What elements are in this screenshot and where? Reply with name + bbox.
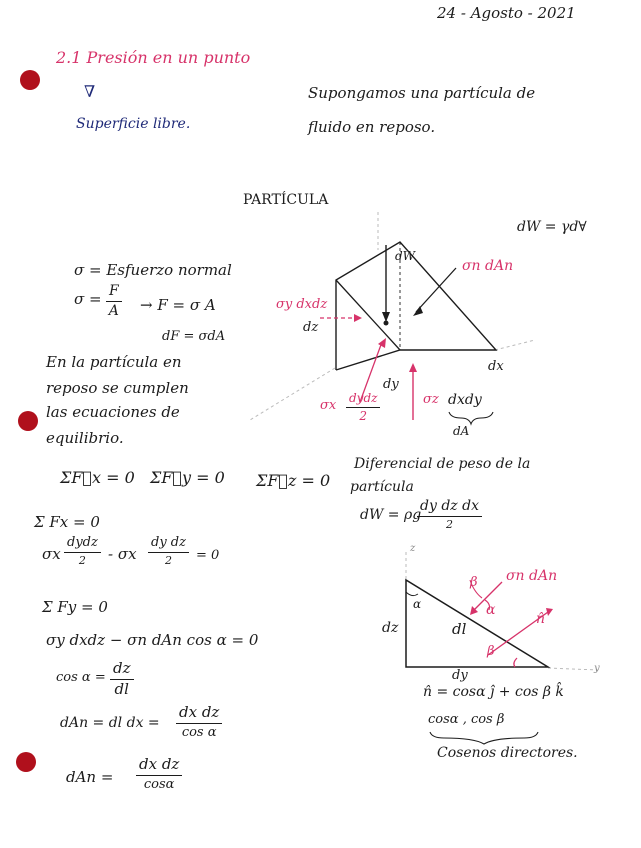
fy-head: Σ Fy = 0 [42,598,108,616]
weight-line-1: Diferencial de peso de la [354,456,531,472]
dx-label: dx [488,359,504,374]
triangle-dz: dz [382,620,399,636]
dan-1-num: dx dz [176,705,222,724]
sigma-x-den: 2 [359,408,368,423]
cos-lhs: cos α = [56,670,106,685]
dy-label: dy [383,377,399,392]
sum-fx-vector: ΣF⃗x = 0 [60,468,135,487]
alpha-corner: α [413,597,422,611]
fx-num-1: dydz [64,536,101,553]
fx-minus: - σx [108,545,137,563]
free-surface-label: Superficie libre. [76,116,191,132]
equilibrium-line-3: las ecuaciones de [46,403,180,421]
equilibrium-line-2: reposo se cumplen [46,379,189,397]
cos-den: dl [114,679,129,698]
intro-line-1: Supongamos una partícula de [308,84,536,102]
triangle-y-axis: y [594,663,600,674]
free-surface-symbol: ∇ [84,82,96,101]
fx-num-2: dy dz [148,536,189,553]
equilibrium-line-4: equilibrio. [46,429,124,447]
sigma-z-expr: dxdy [448,392,482,408]
df-result: dF = σdA [162,329,226,344]
date: 24 - Agosto - 2021 [437,4,576,22]
dan-2-den: cosα [143,776,175,792]
sum-fz-vector: ΣF⃗z = 0 [256,471,331,490]
dan-1-fraction [176,705,222,739]
n-hat-equation: n̂ = cosα ĵ + cos β k̂ [423,684,564,700]
sigma-x-num: dydz [346,392,380,408]
sigma-z-label: σz [423,392,439,407]
dan-1-lhs: dAn = dl dx = [60,715,160,731]
sigma-lhs: σ = [74,290,102,308]
cos-fraction [110,661,134,698]
cos-num: dz [110,661,134,680]
sum-fy-vector: ΣF⃗y = 0 [150,468,225,487]
fx-den-1: 2 [78,553,86,567]
weight-line-2: partícula [350,479,414,495]
fx-den-2: 2 [164,553,172,567]
director-cosines: cosα , cos β [428,712,505,727]
dw-label: dW [395,249,416,263]
force-result: → F = σ A [140,296,216,314]
triangle-z-axis: z [410,543,416,554]
alpha-top: α [486,602,496,618]
dA-label: dA [453,424,470,438]
a-den: A [108,302,119,319]
sigma-x-label: σx [320,398,337,413]
weight-fraction [417,499,482,530]
particle-title: PARTÍCULA [243,192,329,208]
sigma-y-label: σy dxdz [276,297,328,312]
f-num: F [106,284,122,302]
triangle-dl: dl [452,620,467,638]
intro-line-2: fluido en reposo. [308,118,436,136]
fx-sigma-1: σx [42,545,61,563]
dan-1-den: cos α [181,724,217,740]
dz-label: dz [303,320,319,335]
n-hat-label: n̂ [536,611,546,627]
sigma-n-lower-label: σn dAn [506,568,558,584]
triangle-beta: β [487,644,495,659]
director-cosines-label: Cosenos directores. [437,745,578,761]
sigma-definition: σ = Esfuerzo normal [74,261,232,279]
fx-head: Σ Fx = 0 [34,513,100,531]
fx-frac-2 [148,536,189,566]
f-over-a [106,284,122,318]
triangle-dy: dy [452,668,468,683]
weight-lhs: dW = ρg [360,507,422,523]
beta-top: β [470,575,478,590]
sigma-x-fraction [346,392,380,422]
weight-num: dy dz dx [417,499,482,517]
equilibrium-line-1: En la partícula en [46,353,182,371]
weight-formula: dW = γd∀ [517,219,587,235]
dan-2-num: dx dz [136,757,182,776]
section-title: 2.1 Presión en un punto [56,48,251,67]
dan-2-lhs: dAn = [66,768,114,786]
weight-den: 2 [445,517,453,531]
fx-eq-zero: = 0 [196,548,220,563]
fy-line: σy dxdz − σn dAn cos α = 0 [46,631,259,649]
dan-2-fraction [136,757,182,791]
fx-frac-1 [64,536,101,566]
sigma-n-label: σn dAn [462,258,514,274]
